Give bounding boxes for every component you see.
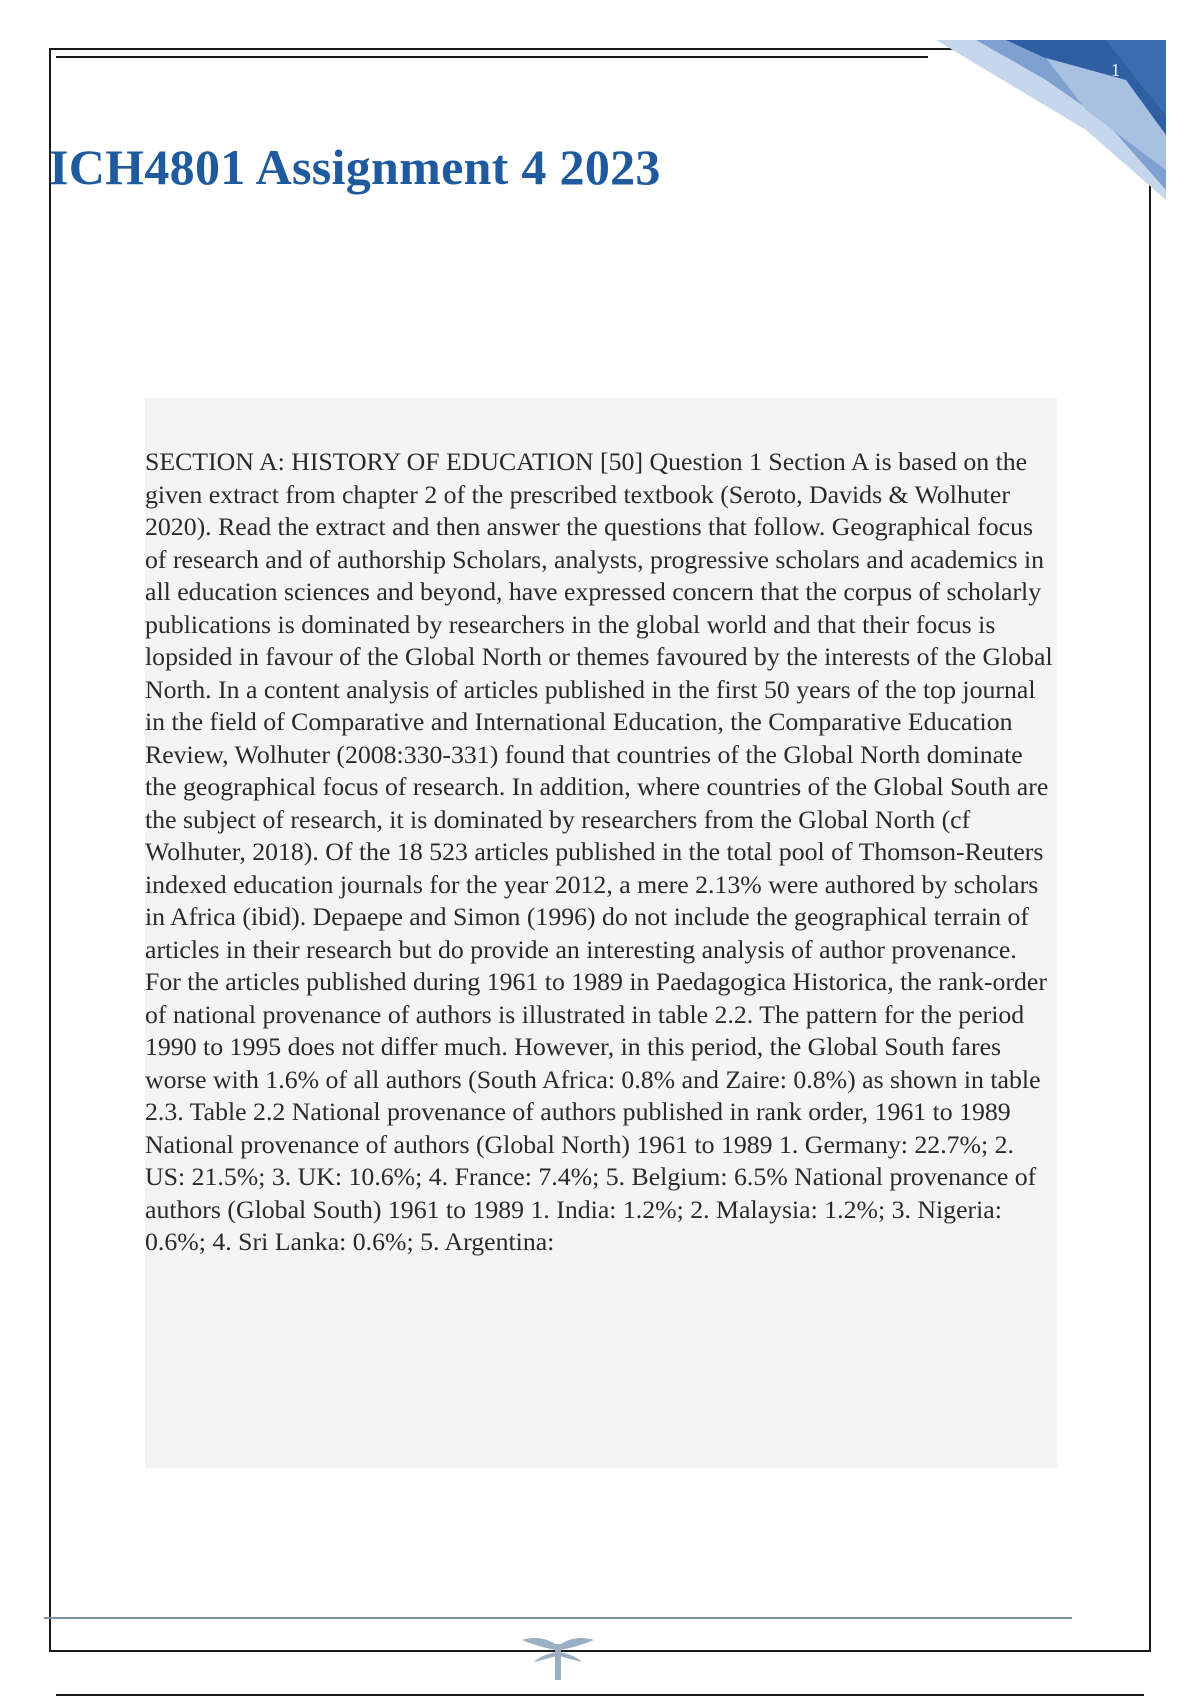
ornament-left-leaf xyxy=(522,1638,558,1650)
ornament-right-leaf xyxy=(558,1638,594,1650)
footer-ornament-graphic xyxy=(520,1632,596,1682)
corner-ribbon-graphic xyxy=(936,40,1166,200)
top-rule xyxy=(56,56,928,58)
footer-rule xyxy=(44,1617,1072,1619)
ornament-stem xyxy=(555,1644,561,1680)
bottom-rule xyxy=(56,1694,1144,1696)
assignment-body-text: SECTION A: HISTORY OF EDUCATION [50] Question 1 Section A is based on the given extract from chapter 2 of the prescribed textbook (Seroto, Davids & Wolhuter 2020). Read the extract and then answer the questions that follow. Geographical focus of research and of authorship Scholars, analysts, progressive scholars and academics in all education sciences and beyond, have expressed concern that the corpus of scholarly publications is dominated by researchers in the global world and that their focus is lopsided in favour of the Global North or themes favoured by the interests of the Global North. In a content analysis of articles published in the first 50 years of the top journal in the field of Comparative and International Education, the Comparative Education Review, Wolhuter (2008:330-331) found that countries of the Global North dominate the geographical focus of research. In addition, where countries of the Global South are the subject of research, it is dominated by researchers from the Global North (cf Wolhuter, 2018). Of the 18 523 articles published in the total pool of Thomson-Reuters indexed education journals for the year 2012, a mere 2.13% were authored by scholars in Africa (ibid). Depaepe and Simon (1996) do not include the geographical terrain of articles in their research but do provide an interesting analysis of author provenance. For the articles published during 1961 to 1989 in Paedagogica Historica, the rank-order of national provenance of authors is illustrated in table 2.2. The pattern for the period 1990 to 1995 does not differ much. However, in this period, the Global South fares worse with 1.6% of all authors (South Africa: 0.8% and Zaire: 0.8%) as shown in table 2.3. Table 2.2 National provenance of authors published in rank order, 1961 to 1989 National provenance of authors (Global North) 1961 to 1989 1. Germany: 22.7%; 2. US: 21.5%; 3. UK: 10.6%; 4. France: 7.4%; 5. Belgium: 6.5% National provenance of authors (Global South) 1961 to 1989 1. India: 1.2%; 2. Malaysia: 1.2%; 3. Nigeria: 0.6%; 4. Sri Lanka: 0.6%; 5. Argentina: xyxy=(145,447,1053,1256)
document-title: ICH4801 Assignment 4 2023 xyxy=(49,139,661,195)
ornament-right-curl xyxy=(560,1652,582,1662)
ornament-left-curl xyxy=(534,1652,556,1662)
page-number: 1 xyxy=(1111,60,1120,80)
